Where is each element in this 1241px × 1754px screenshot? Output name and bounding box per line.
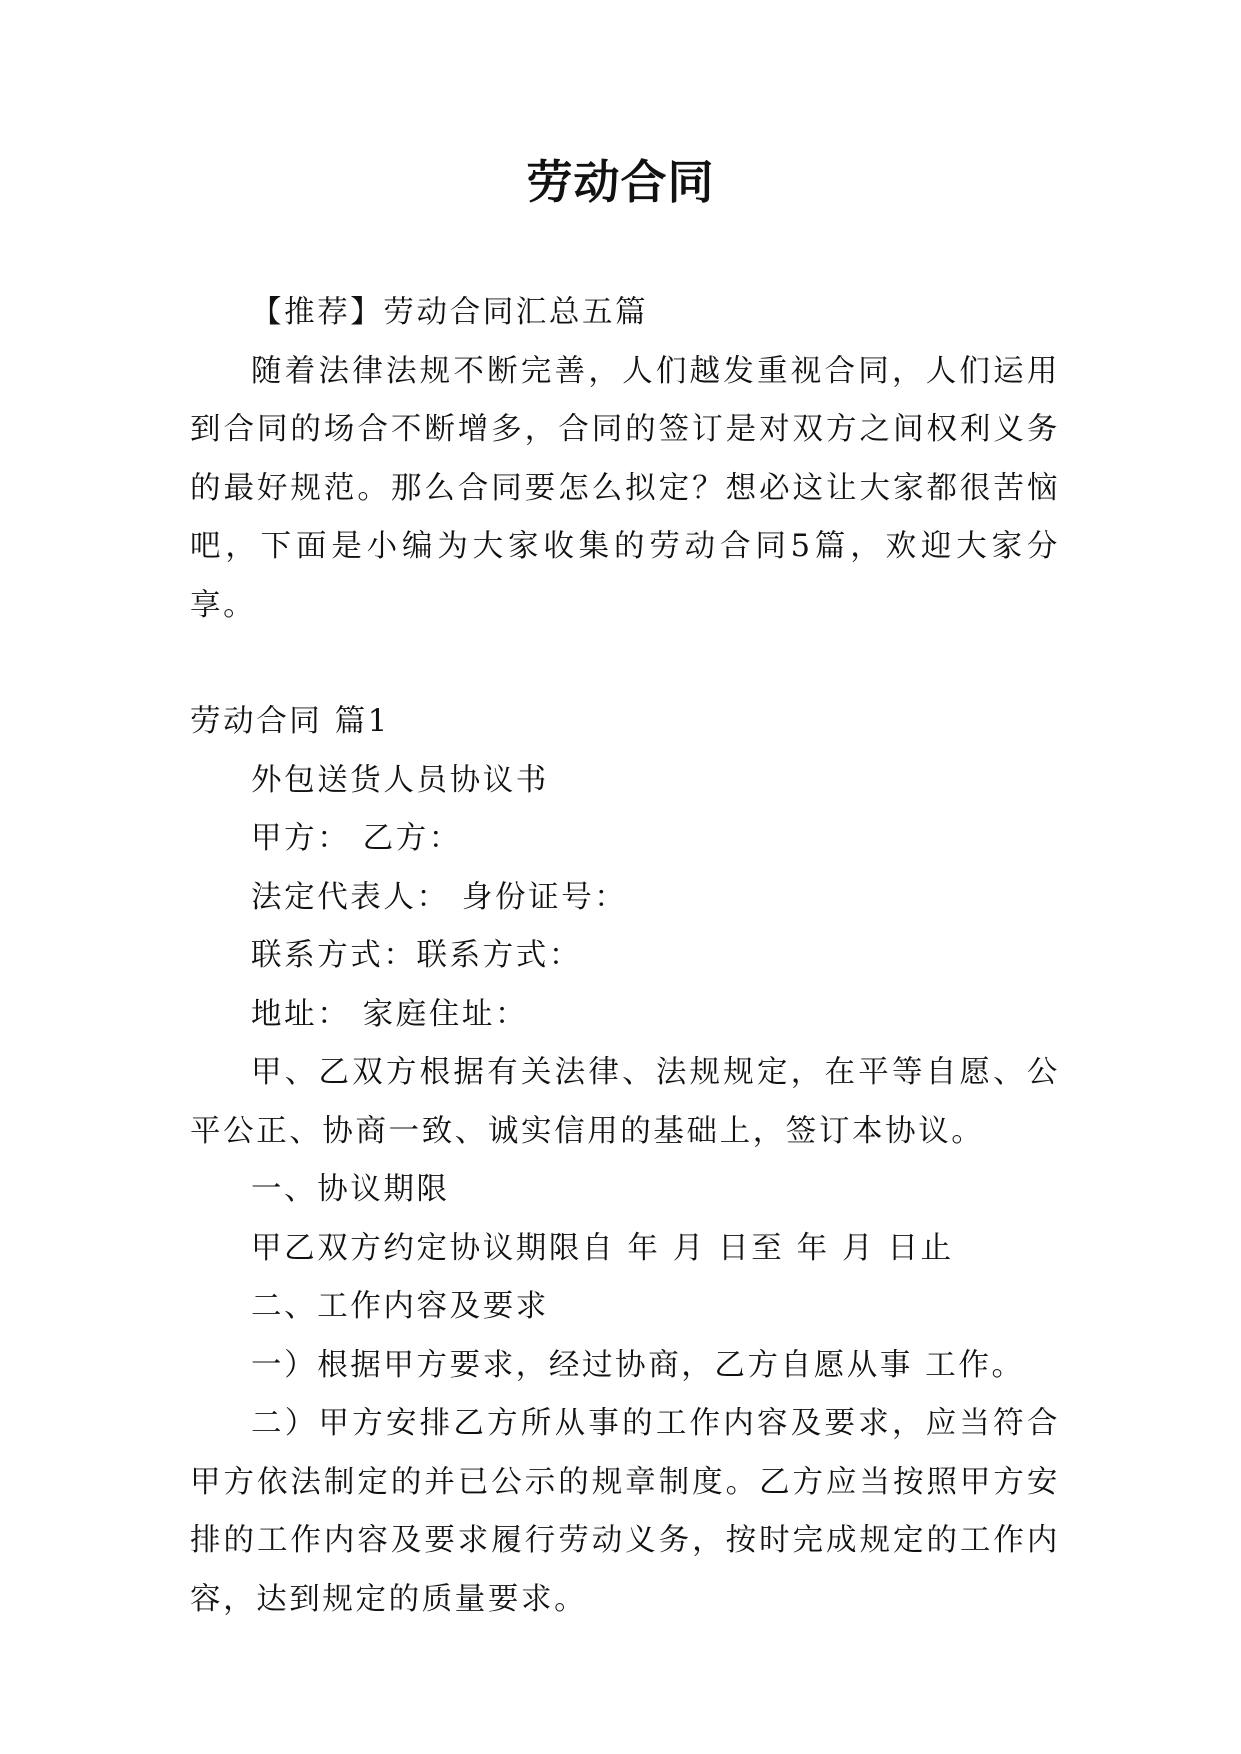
term-paragraph: 甲乙双方约定协议期限自 年 月 日至 年 月 日止: [251, 1230, 954, 1266]
contact-line: 联系方式：联系方式：: [251, 938, 582, 973]
intro-heading: 【推荐】劳动合同汇总五篇: [251, 295, 649, 330]
clause-heading-work: 二、工作内容及要求: [251, 1289, 549, 1324]
representative-line: 法定代表人： 身份证号：: [251, 879, 628, 915]
work-item-1: 一）根据甲方要求，经过协商，乙方自愿从事 工作。: [251, 1347, 1025, 1383]
document-body: [190, 284, 1060, 1629]
document-title: 劳动合同: [526, 155, 715, 209]
agreement-title: 外包送货人员协议书: [251, 762, 549, 798]
intro-paragraph: 随着法律法规不断完善，人们越发重视合同，人们运用到合同的场合不断增多，合同的签订是对双方之间权利义务的最好规范。那么合同要怎么拟定？想必这让大家都很苦恼吧，下面是小编为大家收集的劳动合同5篇，欢迎大家分享。: [190, 353, 1060, 623]
section-heading: 劳动合同 篇1: [190, 704, 390, 739]
paragraph-gap: [190, 635, 1060, 693]
preamble-paragraph: 甲、乙双方根据有关法律、法规规定，在平等自愿、公平公正、协商一致、诚实信用的基础上，签订本协议。: [190, 1055, 1060, 1149]
work-item-2: 二）甲方安排乙方所从事的工作内容及要求，应当符合甲方依法制定的并已公示的规章制度。乙方应当按照甲方安排的工作内容及要求履行劳动义务，按时完成规定的工作内容，达到规定的质量要求。: [190, 1406, 1060, 1617]
clause-heading-term: 一、协议期限: [251, 1172, 450, 1207]
party-line: 甲方： 乙方：: [251, 821, 462, 856]
address-line: 地址： 家庭住址：: [251, 996, 529, 1032]
